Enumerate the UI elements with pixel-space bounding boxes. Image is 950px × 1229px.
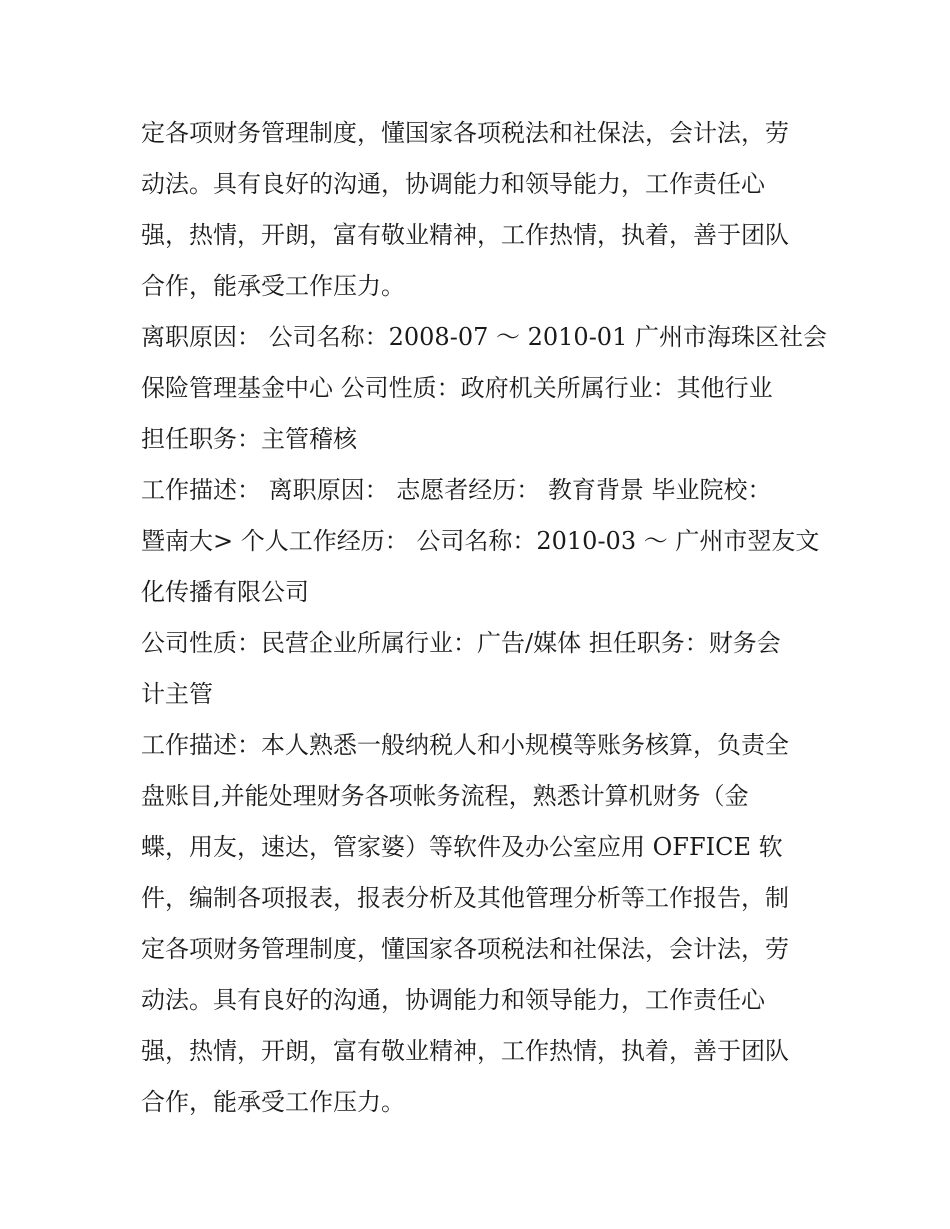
text-line: 定各项财务管理制度，懂国家各项税法和社保法，会计法，劳: [141, 119, 789, 147]
text-line: 盘账目,并能处理财务各项帐务流程，熟悉计算机财务（金: [141, 782, 749, 810]
text-line: 动法。具有良好的沟通，协调能力和领导能力，工作责任心: [141, 986, 765, 1014]
text-line: 蝶，用友，速达，管家婆）等软件及办公室应用 OFFICE 软: [141, 833, 783, 861]
text-line: 化传播有限公司: [141, 578, 309, 606]
text-line: 合作，能承受工作压力。: [141, 272, 405, 300]
text-line: 计主管: [141, 680, 213, 708]
text-line: 公司性质：民营企业所属行业：广告/媒体 担任职务：财务会: [141, 629, 781, 657]
text-line: 动法。具有良好的沟通，协调能力和领导能力，工作责任心: [141, 170, 765, 198]
text-line: 件，编制各项报表，报表分析及其他管理分析等工作报告，制: [141, 884, 789, 912]
text-line: 强，热情，开朗，富有敬业精神，工作热情，执着，善于团队: [141, 1037, 789, 1065]
text-line: 暨南大> 个人工作经历： 公司名称：2010-03 ～ 广州市翌友文: [141, 527, 820, 555]
text-line: 保险管理基金中心 公司性质：政府机关所属行业：其他行业: [141, 374, 773, 402]
text-line: 定各项财务管理制度，懂国家各项税法和社保法，会计法，劳: [141, 935, 789, 963]
text-line: 担任职务：主管稽核: [141, 425, 357, 453]
text-line: 工作描述：本人熟悉一般纳税人和小规模等账务核算，负责全: [141, 731, 789, 759]
text-line: 合作，能承受工作压力。: [141, 1088, 405, 1116]
document-body: [141, 108, 827, 1128]
text-line: 工作描述： 离职原因： 志愿者经历： 教育背景 毕业院校：: [141, 476, 772, 504]
text-line: 离职原因： 公司名称：2008-07 ～ 2010-01 广州市海珠区社会: [141, 323, 827, 351]
text-line: 强，热情，开朗，富有敬业精神，工作热情，执着，善于团队: [141, 221, 789, 249]
